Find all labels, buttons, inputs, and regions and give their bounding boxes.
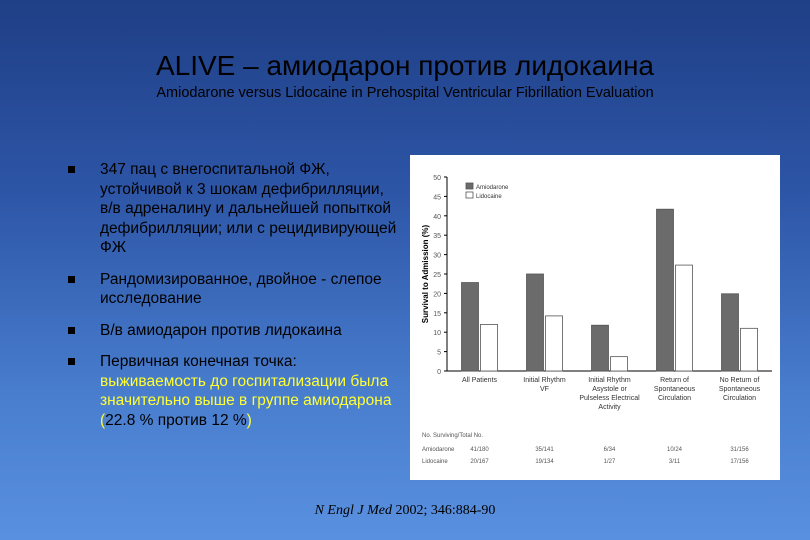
bar-lidocaine: [611, 357, 628, 371]
table-cell: 17/156: [730, 459, 749, 465]
square-bullet-icon: [68, 358, 75, 365]
x-tick-label: No Return of: [719, 377, 760, 384]
legend-label: Amiodarone: [476, 185, 509, 191]
x-tick-label: Spontaneous: [653, 386, 696, 393]
bar-amiodarone: [462, 283, 479, 371]
table-header: No. Surviving/Total No.: [422, 433, 484, 439]
bullet-text-plain: Первичная конечная точка:: [100, 353, 297, 370]
bullet-text-values: 22.8 % против 12 %: [105, 411, 247, 429]
slide-title: ALIVE – амиодарон против лидокаина: [155, 50, 655, 81]
table-cell: 19/134: [535, 459, 554, 465]
y-tick-label: 25: [433, 272, 441, 279]
bullet-item: [68, 160, 398, 258]
table-cell: 35/141: [535, 447, 554, 453]
legend-swatch: [466, 183, 473, 189]
bar-lidocaine: [741, 328, 758, 371]
slide-subtitle: Amiodarone versus Lidocaine in Prehospital Ventricular Fibrillation Evaluation: [156, 85, 654, 101]
bar-lidocaine: [676, 265, 693, 371]
square-bullet-icon: [68, 327, 75, 334]
table-row-label: Amiodarone: [422, 447, 455, 453]
bar-lidocaine: [481, 324, 498, 371]
x-tick-label: VF: [540, 386, 549, 393]
x-tick-label: Activity: [598, 404, 621, 411]
bullet-item: [68, 352, 398, 430]
bullet-text: Рандомизированное, двойное - слепое исследование: [100, 270, 382, 307]
bullet-text-highlight: выживаемость до госпитализации была значительно выше в группе амиодарона (: [100, 372, 392, 429]
citation-journal: N Engl J Med: [314, 503, 392, 518]
table-cell: 31/156: [730, 447, 749, 453]
legend-swatch: [466, 192, 473, 198]
x-tick-label: All Patients: [461, 377, 498, 384]
bullet-text: 347 пац с внегоспитальной ФЖ, устойчивой к 3 шокам дефибрилляции, в/в адреналину и дальнейшей попыткой дефибрилляции; или с рецидивирующей ФЖ: [100, 161, 397, 256]
y-axis-label: Survival to Admission (%): [421, 224, 430, 324]
bar-lidocaine: [546, 316, 563, 371]
y-tick-label: 35: [433, 233, 441, 241]
x-tick-label: Return of: [660, 377, 689, 384]
x-tick-label: Circulation: [657, 395, 692, 402]
survival-bar-chart: [410, 155, 780, 480]
square-bullet-icon: [68, 276, 75, 283]
x-tick-label: Circulation: [722, 395, 757, 402]
bar-amiodarone: [527, 274, 544, 371]
table-cell: 41/180: [470, 447, 489, 453]
x-tick-label: Spontaneous: [718, 386, 761, 393]
citation-details: 2002; 346:884-90: [391, 503, 496, 518]
y-tick-label: 10: [433, 330, 441, 338]
x-tick-label: Initial Rhythm: [523, 377, 566, 384]
y-tick-label: 5: [437, 349, 441, 357]
table-cell: 3/11: [668, 459, 681, 465]
bullet-text-tail: ): [246, 411, 252, 429]
y-tick-label: 45: [433, 194, 441, 202]
table-cell: 1/27: [603, 459, 616, 465]
x-tick-label: Asystole or: [592, 386, 627, 393]
y-tick-label: 30: [433, 252, 441, 260]
table-cell: 20/167: [470, 459, 489, 465]
table-cell: 6/34: [603, 447, 616, 453]
x-tick-label: Initial Rhythm: [588, 377, 631, 384]
legend-label: Lidocaine: [476, 194, 502, 200]
y-tick-label: 40: [433, 213, 441, 221]
table-cell: 10/24: [666, 447, 683, 453]
bullet-list: [68, 160, 398, 442]
y-tick-label: 0: [437, 369, 441, 376]
x-tick-label: Pulseless Electrical: [579, 395, 640, 402]
citation: [0, 503, 810, 519]
bar-amiodarone: [722, 294, 739, 371]
bullet-item: [68, 321, 398, 341]
y-tick-label: 20: [433, 291, 441, 299]
bar-amiodarone: [592, 325, 609, 371]
bullet-item: [68, 270, 398, 309]
y-tick-label: 50: [433, 175, 441, 182]
chart-panel: [410, 155, 780, 480]
bullet-text: В/в амиодарон против лидокаина: [100, 321, 342, 339]
table-row-label: Lidocaine: [422, 459, 448, 465]
square-bullet-icon: [68, 166, 75, 173]
bar-amiodarone: [657, 209, 674, 371]
y-tick-label: 15: [433, 310, 441, 318]
